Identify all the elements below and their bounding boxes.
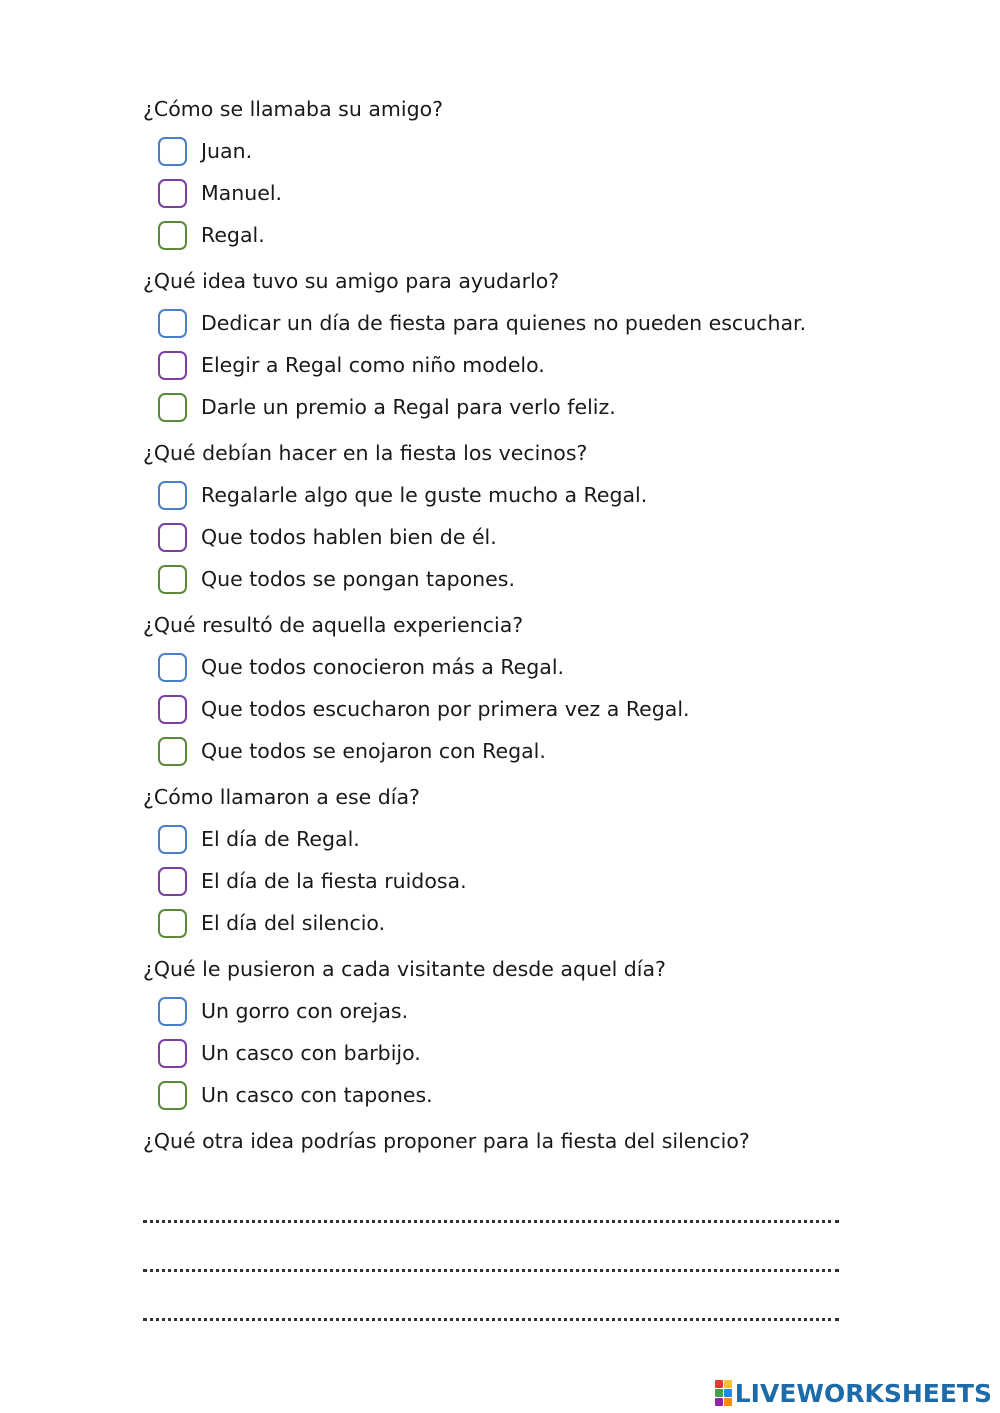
question-text: ¿Cómo llamaron a ese día? bbox=[143, 785, 420, 809]
question-text: ¿Qué otra idea podrías proponer para la fiesta del silencio? bbox=[143, 1129, 750, 1153]
option-3[interactable] bbox=[158, 902, 863, 944]
question-text: ¿Qué idea tuvo su amigo para ayudarlo? bbox=[143, 269, 560, 293]
brand-name: LIVEWORKSHEETS bbox=[734, 1378, 992, 1408]
question-5 bbox=[143, 780, 863, 944]
option-1[interactable] bbox=[158, 646, 863, 688]
option-2[interactable] bbox=[158, 688, 863, 730]
option-2[interactable] bbox=[158, 344, 863, 386]
options bbox=[143, 302, 863, 428]
liveworksheets-brand[interactable] bbox=[715, 1378, 992, 1408]
checkbox[interactable] bbox=[158, 481, 187, 510]
checkbox[interactable] bbox=[158, 695, 187, 724]
checkbox[interactable] bbox=[158, 653, 187, 682]
question-text: ¿Qué debían hacer en la fiesta los vecinos? bbox=[143, 441, 588, 465]
option-3[interactable] bbox=[158, 1074, 863, 1116]
checkbox[interactable] bbox=[158, 179, 187, 208]
option-3[interactable] bbox=[158, 214, 863, 256]
option-label: Regal. bbox=[201, 223, 265, 247]
answer-line-3[interactable] bbox=[143, 1272, 839, 1321]
question-4 bbox=[143, 608, 863, 772]
checkbox[interactable] bbox=[158, 309, 187, 338]
option-3[interactable] bbox=[158, 558, 863, 600]
liveworksheets-logo-icon bbox=[715, 1380, 732, 1406]
options bbox=[143, 990, 863, 1116]
answer-lines bbox=[143, 1174, 863, 1321]
option-label: El día de la fiesta ruidosa. bbox=[201, 869, 467, 893]
option-label: Un casco con barbijo. bbox=[201, 1041, 421, 1065]
checkbox[interactable] bbox=[158, 997, 187, 1026]
option-1[interactable] bbox=[158, 130, 863, 172]
options bbox=[143, 130, 863, 256]
option-label: Dedicar un día de fiesta para quienes no pueden escuchar. bbox=[201, 311, 807, 335]
question-2 bbox=[143, 264, 863, 428]
option-1[interactable] bbox=[158, 818, 863, 860]
option-label: Que todos escucharon por primera vez a Regal. bbox=[201, 697, 690, 721]
option-1[interactable] bbox=[158, 990, 863, 1032]
checkbox[interactable] bbox=[158, 393, 187, 422]
question-6 bbox=[143, 952, 863, 1116]
options bbox=[143, 474, 863, 600]
question-1 bbox=[143, 92, 863, 256]
option-label: Regalarle algo que le guste mucho a Regal. bbox=[201, 483, 648, 507]
checkbox[interactable] bbox=[158, 1039, 187, 1068]
option-label: El día de Regal. bbox=[201, 827, 360, 851]
checkbox[interactable] bbox=[158, 909, 187, 938]
option-label: Que todos hablen bien de él. bbox=[201, 525, 497, 549]
option-label: Que todos se enojaron con Regal. bbox=[201, 739, 546, 763]
options bbox=[143, 646, 863, 772]
question-text: ¿Qué le pusieron a cada visitante desde aquel día? bbox=[143, 957, 666, 981]
checkbox[interactable] bbox=[158, 221, 187, 250]
option-label: Manuel. bbox=[201, 181, 283, 205]
checkbox[interactable] bbox=[158, 737, 187, 766]
checkbox[interactable] bbox=[158, 867, 187, 896]
option-1[interactable] bbox=[158, 302, 863, 344]
checkbox[interactable] bbox=[158, 825, 187, 854]
checkbox[interactable] bbox=[158, 1081, 187, 1110]
option-2[interactable] bbox=[158, 860, 863, 902]
options bbox=[143, 818, 863, 944]
option-2[interactable] bbox=[158, 1032, 863, 1074]
worksheet bbox=[143, 92, 863, 1321]
question-3 bbox=[143, 436, 863, 600]
checkbox[interactable] bbox=[158, 523, 187, 552]
option-label: Que todos conocieron más a Regal. bbox=[201, 655, 565, 679]
checkbox[interactable] bbox=[158, 351, 187, 380]
checkbox[interactable] bbox=[158, 137, 187, 166]
option-2[interactable] bbox=[158, 172, 863, 214]
option-2[interactable] bbox=[158, 516, 863, 558]
option-3[interactable] bbox=[158, 730, 863, 772]
question-text: ¿Cómo se llamaba su amigo? bbox=[143, 97, 444, 121]
answer-line-1[interactable] bbox=[143, 1174, 839, 1223]
option-3[interactable] bbox=[158, 386, 863, 428]
option-label: Que todos se pongan tapones. bbox=[201, 567, 515, 591]
option-label: Un casco con tapones. bbox=[201, 1083, 433, 1107]
option-label: El día del silencio. bbox=[201, 911, 386, 935]
option-label: Un gorro con orejas. bbox=[201, 999, 409, 1023]
answer-line-2[interactable] bbox=[143, 1223, 839, 1272]
checkbox[interactable] bbox=[158, 565, 187, 594]
option-label: Darle un premio a Regal para verlo feliz. bbox=[201, 395, 616, 419]
option-label: Elegir a Regal como niño modelo. bbox=[201, 353, 545, 377]
option-label: Juan. bbox=[201, 139, 253, 163]
option-1[interactable] bbox=[158, 474, 863, 516]
open-question bbox=[143, 1124, 863, 1321]
question-text: ¿Qué resultó de aquella experiencia? bbox=[143, 613, 524, 637]
